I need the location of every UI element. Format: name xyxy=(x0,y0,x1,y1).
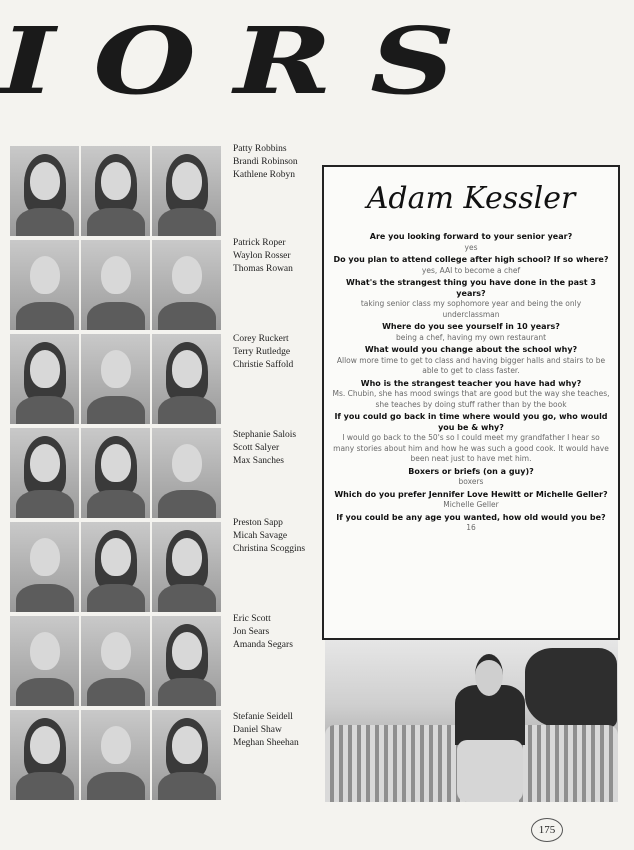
student-name: Kathlene Robyn xyxy=(233,170,296,180)
interview-question: Where do you see yourself in 10 years? xyxy=(382,322,560,331)
photo-row xyxy=(10,146,222,236)
student-photo xyxy=(152,428,221,518)
photo-row xyxy=(10,334,222,424)
interview-answer: Michelle Geller xyxy=(443,500,499,509)
student-photo xyxy=(81,710,150,800)
student-photo xyxy=(81,522,150,612)
interview-answer: boxers xyxy=(458,477,484,486)
interview-answer: yes, AAI to become a chef xyxy=(421,265,521,275)
student-photo xyxy=(152,522,221,612)
interview-answer: taking senior class my sophomore year and being the only underclassman xyxy=(360,299,582,319)
student-photo xyxy=(81,428,150,518)
interview-question: Do you plan to attend college after high school? If so where? xyxy=(333,255,609,264)
name-caption xyxy=(233,333,333,372)
photo-row xyxy=(10,522,222,612)
student-name: Terry Rutledge xyxy=(233,347,291,357)
feature-interview-box xyxy=(322,165,620,640)
student-name: Amanda Segars xyxy=(233,640,293,650)
student-photo xyxy=(10,334,79,424)
person-head-shape xyxy=(475,654,503,696)
feature-title: Adam Kessler xyxy=(366,181,576,216)
student-name: Stephanie Salois xyxy=(233,430,297,440)
student-name: Christina Scoggins xyxy=(233,544,306,554)
page-number: 175 xyxy=(531,818,563,842)
student-name: Christie Saffold xyxy=(233,360,294,370)
student-photo xyxy=(10,240,79,330)
interview-answer: Ms. Chubin, she has mood swings that are good but the way she teaches, she teaches by doing stuff rather than by the book xyxy=(332,389,610,409)
jacket-shape xyxy=(525,648,617,728)
name-caption xyxy=(233,517,333,556)
name-caption xyxy=(233,237,333,276)
student-name: Daniel Shaw xyxy=(233,725,282,735)
interview-list xyxy=(324,232,618,534)
interview-question: Who is the strangest teacher you have had why? xyxy=(360,378,582,388)
student-photo xyxy=(10,428,79,518)
name-caption xyxy=(233,143,333,182)
student-photo xyxy=(81,146,150,236)
student-name: Max Sanches xyxy=(233,456,284,466)
student-name: Patrick Roper xyxy=(233,238,286,248)
student-photo xyxy=(10,710,79,800)
interview-question: Are you looking forward to your senior year? xyxy=(369,232,573,241)
interview-question: What would you change about the school why? xyxy=(364,345,578,354)
interview-question: Which do you prefer Jennifer Love Hewitt or Michelle Geller? xyxy=(334,489,608,499)
student-name: Scott Salyer xyxy=(233,443,280,453)
student-name: Preston Sapp xyxy=(233,518,283,528)
student-photo xyxy=(10,616,79,706)
student-photo xyxy=(81,240,150,330)
student-name: Eric Scott xyxy=(233,614,271,624)
name-caption xyxy=(233,429,333,468)
student-photo xyxy=(81,334,150,424)
interview-answer: being a chef, having my own restaurant xyxy=(395,332,547,342)
person-legs-shape xyxy=(457,740,523,802)
interview-question: Boxers or briefs (on a guy)? xyxy=(408,466,534,476)
section-banner: IORS xyxy=(0,18,494,104)
photo-row xyxy=(10,240,222,330)
student-name: Meghan Sheehan xyxy=(233,738,299,748)
student-name: Brandi Robinson xyxy=(233,157,298,167)
interview-question: What's the strangest thing you have done in the past 3 years? xyxy=(346,278,596,298)
name-caption xyxy=(233,711,333,750)
interview-question: If you could be any age you wanted, how old would you be? xyxy=(336,512,606,522)
interview-question: If you could go back in time where would you go, who would you be & why? xyxy=(334,412,608,432)
student-photo xyxy=(152,240,221,330)
interview-answer: Allow more time to get to class and having bigger halls and stairs to be able to get to class faster. xyxy=(336,355,606,375)
student-photo xyxy=(10,146,79,236)
interview-answer: 16 xyxy=(466,523,476,532)
student-name: Corey Ruckert xyxy=(233,334,289,344)
student-name: Thomas Rowan xyxy=(233,264,293,274)
student-photo xyxy=(152,146,221,236)
student-name: Patty Robbins xyxy=(233,144,287,154)
student-name: Stefanie Seidell xyxy=(233,712,293,722)
student-photo xyxy=(10,522,79,612)
name-caption xyxy=(233,613,333,652)
feature-photo xyxy=(325,640,618,802)
student-name: Jon Sears xyxy=(233,627,270,637)
photo-row xyxy=(10,428,222,518)
photo-row xyxy=(10,710,222,800)
student-photo xyxy=(81,616,150,706)
student-photo xyxy=(152,334,221,424)
student-photo xyxy=(152,710,221,800)
student-name: Waylon Rosser xyxy=(233,251,291,261)
interview-answer: I would go back to the 50's so I could meet my grandfather I hear so many stories about him and how he was such a good cook. It would have been neat just to have met him. xyxy=(333,433,609,463)
photo-row xyxy=(10,616,222,706)
student-name: Micah Savage xyxy=(233,531,288,541)
student-photo xyxy=(152,616,221,706)
interview-answer: yes xyxy=(464,242,478,252)
